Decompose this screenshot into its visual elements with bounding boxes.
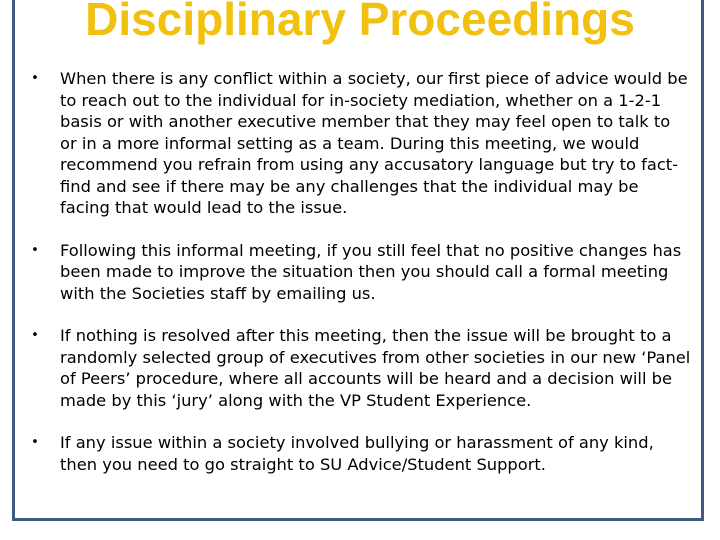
slide-title: Disciplinary Proceedings: [85, 0, 635, 45]
bullet-marker: •: [31, 242, 39, 258]
bullet-text: Following this informal meeting, if you still feel that no positive changes has been made to improve the situation then you should call a formal meeting with the Societies staff by emailing us.: [60, 240, 682, 303]
bullet-list: [28, 68, 692, 496]
bullet-item: [28, 432, 692, 475]
bullet-marker: •: [31, 435, 39, 450]
bullet-item: [28, 325, 692, 411]
bullet-marker: •: [31, 71, 39, 86]
bullet-text: If any issue within a society involved bullying or harassment of any kind, then you need to go straight to SU Advice/Student Support.: [60, 433, 654, 474]
bullet-item: [28, 68, 692, 219]
bullet-marker: •: [31, 328, 39, 343]
bullet-item: [28, 240, 692, 305]
bullet-text: When there is any conflict within a society, our first piece of advice would be to reach out to the individual for in-society mediation, whether on a 1-2-1 basis or with another executive member that they may feel open to talk to or in a more informal setting as a team. During this meeting, we would recommend you refrain from using any accusatory language but try to fact-find and see if there may be any challenges that the individual may be facing that would lead to the issue.: [60, 69, 688, 217]
bullet-text: If nothing is resolved after this meeting, then the issue will be brought to a randomly selected group of executives from other societies in our new ‘Panel of Peers’ procedure, where all accounts will be heard and a decision will be made by this ‘jury’ along with the VP Student Experience.: [60, 326, 691, 410]
